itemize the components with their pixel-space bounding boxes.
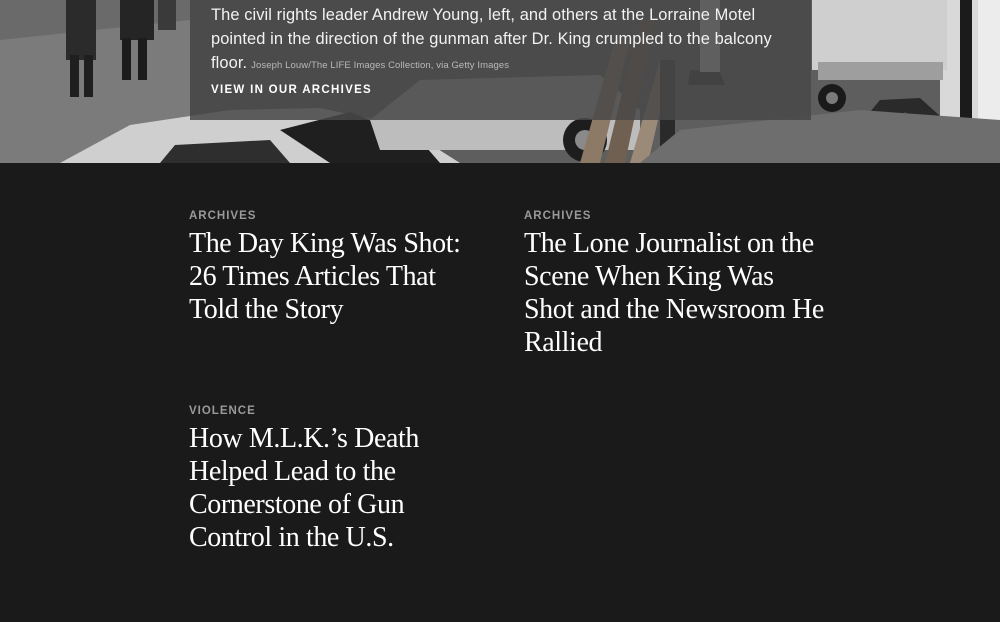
hero-photo [0,0,1000,163]
photo-caption-text: The civil rights leader Andrew Young, left, and others at the Lorraine Motel pointed in the direction of the gunman after Dr. King crumpled to the balcony floor. [211,6,772,72]
story-headline[interactable]: The Day King Was Shot: 26 Times Articles That Told the Story [189,228,461,325]
story-headline[interactable]: The Lone Journalist on the Scene When King Was Shot and the Newsroom He Rallied [524,228,824,358]
related-story[interactable] [189,405,449,554]
photo-credit: Joseph Louw/The LIFE Images Collection, via Getty Images [251,60,510,71]
photo-caption [211,3,791,78]
story-headline[interactable]: How M.L.K.’s Death Helped Lead to the Cornerstone of Gun Control in the U.S. [189,423,419,553]
story-kicker: ARCHIVES [189,210,257,222]
related-story[interactable] [189,210,479,326]
view-in-archives-link[interactable]: VIEW IN OUR ARCHIVES [211,84,373,96]
story-kicker: VIOLENCE [189,405,256,417]
photo-caption-box [190,0,811,120]
related-story[interactable] [524,210,824,359]
story-kicker: ARCHIVES [524,210,592,222]
